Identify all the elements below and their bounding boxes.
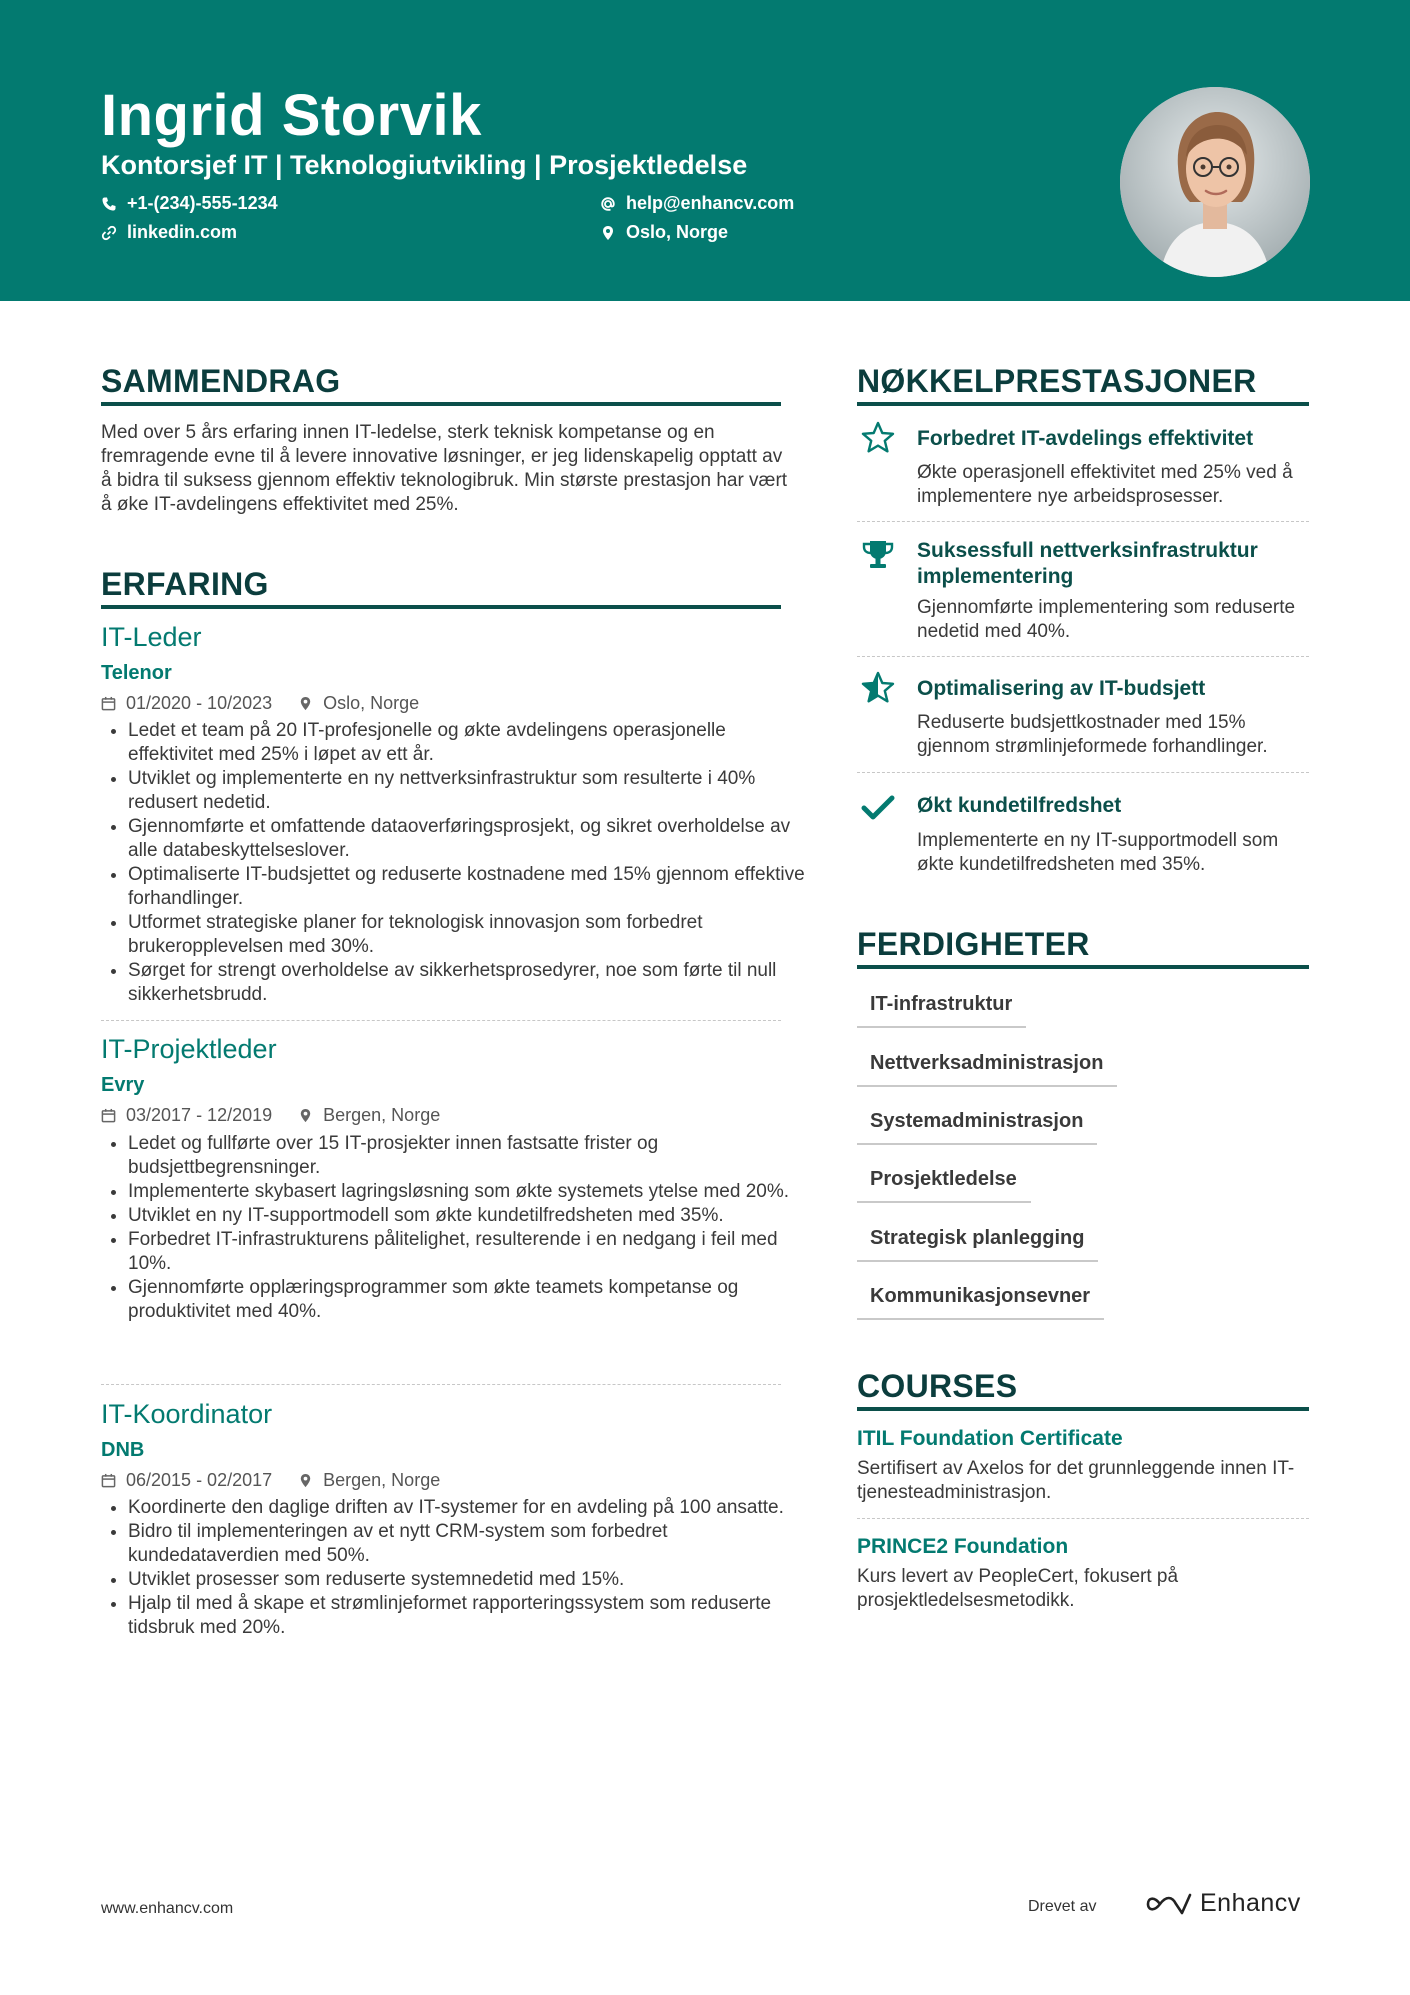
bullet-item: • Forbedret IT-infrastrukturens pålitelighet, resulterende i en nedgang i feil med 10%. <box>128 1228 808 1276</box>
skill-tag: Systemadministrasjon <box>857 1110 1097 1145</box>
job-company: DNB <box>101 1439 145 1461</box>
skill-tag: Nettverksadministrasjon <box>857 1052 1117 1087</box>
bullet-item: • Utviklet og implementerte en ny nettverksinfrastruktur som resulterte i 40% redusert nedetid. <box>128 767 808 815</box>
course-title: PRINCE2 Foundation <box>857 1535 1069 1558</box>
linkedin-text: linkedin.com <box>127 222 238 242</box>
contact-phone <box>101 193 278 214</box>
link-icon <box>101 225 117 241</box>
divider <box>101 1020 781 1021</box>
achievement-desc: Reduserte budsjettkostnader med 15% gjennom strømlinjeformede forhandlinger. <box>917 712 1268 757</box>
achievement-title: Forbedret IT-avdelings effektivitet <box>917 427 1254 450</box>
skills-heading: FERDIGHETER <box>857 926 1090 962</box>
star-outline-icon <box>860 420 896 456</box>
skill-tag: Strategisk planlegging <box>857 1227 1098 1262</box>
achievement-title: Optimalisering av IT-budsjett <box>917 677 1206 700</box>
bullet-item: • Utviklet prosesser som reduserte systemnedetid med 15%. <box>128 1568 808 1592</box>
job-company: Telenor <box>101 662 172 684</box>
brand-name: Enhancv <box>1200 1889 1301 1917</box>
skill-tag: Prosjektledelse <box>857 1168 1031 1203</box>
location-text: Oslo, Norge <box>626 222 729 242</box>
courses-rule <box>857 1407 1309 1411</box>
bullet-item: • Gjennomførte opplæringsprogrammer som økte teamets kompetanse og produktivitet med 40%. <box>128 1276 808 1324</box>
bullet-item: • Bidro til implementeringen av et nytt CRM-system som forbedret kundedataverdien med 50%. <box>128 1520 808 1568</box>
avatar <box>1120 87 1310 277</box>
footer-url[interactable]: www.enhancv.com <box>101 1900 234 1917</box>
calendar-icon <box>101 1108 116 1123</box>
header-banner <box>0 0 1410 301</box>
bullet-item: • Optimaliserte IT-budsjettet og reduserte kostnadene med 15% gjennom effektive forhandlinger. <box>128 863 808 911</box>
bullet-item: • Utformet strategiske planer for teknologisk innovasjon som forbedret brukeropplevelsen med 30%. <box>128 911 808 959</box>
phone-icon <box>101 196 117 212</box>
enhancv-logo-icon <box>1146 1892 1192 1916</box>
bullet-item: • Ledet et team på 20 IT-profesjonelle og økte avdelingens operasjonelle effektivitet med 25% i løpet av ett år. <box>128 719 808 767</box>
job-meta <box>101 1105 440 1126</box>
bullet-item: • Ledet og fullførte over 15 IT-prosjekter innen fastsatte frister og budsjettbegrensninger. <box>128 1132 808 1180</box>
achievements-heading: NØKKELPRESTASJONER <box>857 363 1257 399</box>
divider <box>857 772 1309 773</box>
divider <box>857 1518 1309 1519</box>
summary-text: Med over 5 års erfaring innen IT-ledelse, sterk teknisk kompetanse og en fremragende evne til å levere innovative løsninger, er jeg lidenskapelig opptatt av å bidra til suksess gjennom effektiv teknologibruk. Min største prestasjon har vært å øke IT-avdelingens effektivitet med 25%. <box>101 422 788 515</box>
job-bullets <box>101 719 808 1007</box>
location-pin-icon <box>298 1473 313 1488</box>
contact-email[interactable] <box>600 193 794 214</box>
achievement-desc: Økte operasjonell effektivitet med 25% ved å implementere nye arbeidsprosesser. <box>917 462 1293 507</box>
bullet-item: • Implementerte skybasert lagringsløsning som økte systemets ytelse med 20%. <box>128 1180 808 1204</box>
footer-powered-by: Drevet av <box>1028 1898 1097 1915</box>
course-desc: Kurs levert av PeopleCert, fokusert på prosjektledelsesmetodikk. <box>857 1566 1179 1611</box>
calendar-icon <box>101 696 116 711</box>
job-bullets <box>101 1496 808 1640</box>
course-title: ITIL Foundation Certificate <box>857 1427 1123 1450</box>
star-half-icon <box>860 670 896 706</box>
candidate-name: Ingrid Storvik <box>101 83 482 148</box>
location-pin-icon <box>298 696 313 711</box>
job-meta <box>101 693 419 714</box>
achievement-title: Økt kundetilfredshet <box>917 794 1122 817</box>
checkmark-icon <box>860 790 896 826</box>
job-location: Bergen, Norge <box>323 1105 441 1125</box>
achievement-title: Suksessfull nettverksinfrastruktur implementering <box>917 539 1258 588</box>
location-pin-icon <box>298 1108 313 1123</box>
course-desc: Sertifisert av Axelos for det grunnleggende innen IT-tjenesteadministrasjon. <box>857 1458 1295 1503</box>
courses-heading: COURSES <box>857 1368 1018 1404</box>
job-location: Oslo, Norge <box>323 693 420 713</box>
achievement-desc: Gjennomførte implementering som reduserte nedetid med 40%. <box>917 597 1296 642</box>
candidate-title: Kontorsjef IT | Teknologiutvikling | Prosjektledelse <box>101 150 748 180</box>
summary-heading: SAMMENDRAG <box>101 363 341 399</box>
job-title: IT-Projektleder <box>101 1034 277 1064</box>
job-location: Bergen, Norge <box>323 1470 441 1490</box>
achievements-rule <box>857 402 1309 406</box>
job-bullets <box>101 1132 808 1324</box>
job-company: Evry <box>101 1074 145 1096</box>
contact-location <box>600 222 728 243</box>
bullet-item: • Koordinerte den daglige driften av IT-systemer for en avdeling på 100 ansatte. <box>128 1496 808 1520</box>
divider <box>857 656 1309 657</box>
job-title: IT-Leder <box>101 622 202 652</box>
job-dates: 03/2017 - 12/2019 <box>126 1105 273 1125</box>
contact-linkedin[interactable] <box>101 222 237 243</box>
achievement-desc: Implementerte en ny IT-supportmodell som økte kundetilfredsheten med 35%. <box>917 830 1279 875</box>
phone-text: +1-(234)-555-1234 <box>127 193 278 213</box>
job-dates: 01/2020 - 10/2023 <box>126 693 273 713</box>
bullet-item: • Gjennomførte et omfattende dataoverføringsprosjekt, og sikret overholdelse av alle databeskyttelseslover. <box>128 815 808 863</box>
at-icon <box>600 196 616 212</box>
experience-rule <box>101 605 781 609</box>
location-pin-icon <box>600 225 616 241</box>
job-dates: 06/2015 - 02/2017 <box>126 1470 273 1490</box>
experience-heading: ERFARING <box>101 566 269 602</box>
job-meta <box>101 1470 440 1491</box>
bullet-item: • Hjalp til med å skape et strømlinjeformet rapporteringssystem som reduserte tidsbruk med 20%. <box>128 1592 808 1640</box>
summary-rule <box>101 402 781 406</box>
email-text: help@enhancv.com <box>626 193 795 213</box>
divider <box>857 521 1309 522</box>
divider <box>101 1384 781 1385</box>
skill-tag: Kommunikasjonsevner <box>857 1285 1104 1320</box>
trophy-icon <box>860 537 896 573</box>
calendar-icon <box>101 1473 116 1488</box>
bullet-item: • Sørget for strengt overholdelse av sikkerhetsprosedyrer, noe som førte til null sikkerhetsbrudd. <box>128 959 808 1007</box>
skills-rule <box>857 965 1309 969</box>
job-title: IT-Koordinator <box>101 1399 273 1429</box>
skill-tag: IT-infrastruktur <box>857 993 1026 1028</box>
footer-brand[interactable] <box>1146 1889 1301 1918</box>
bullet-item: • Utviklet en ny IT-supportmodell som økte kundetilfredsheten med 35%. <box>128 1204 808 1228</box>
